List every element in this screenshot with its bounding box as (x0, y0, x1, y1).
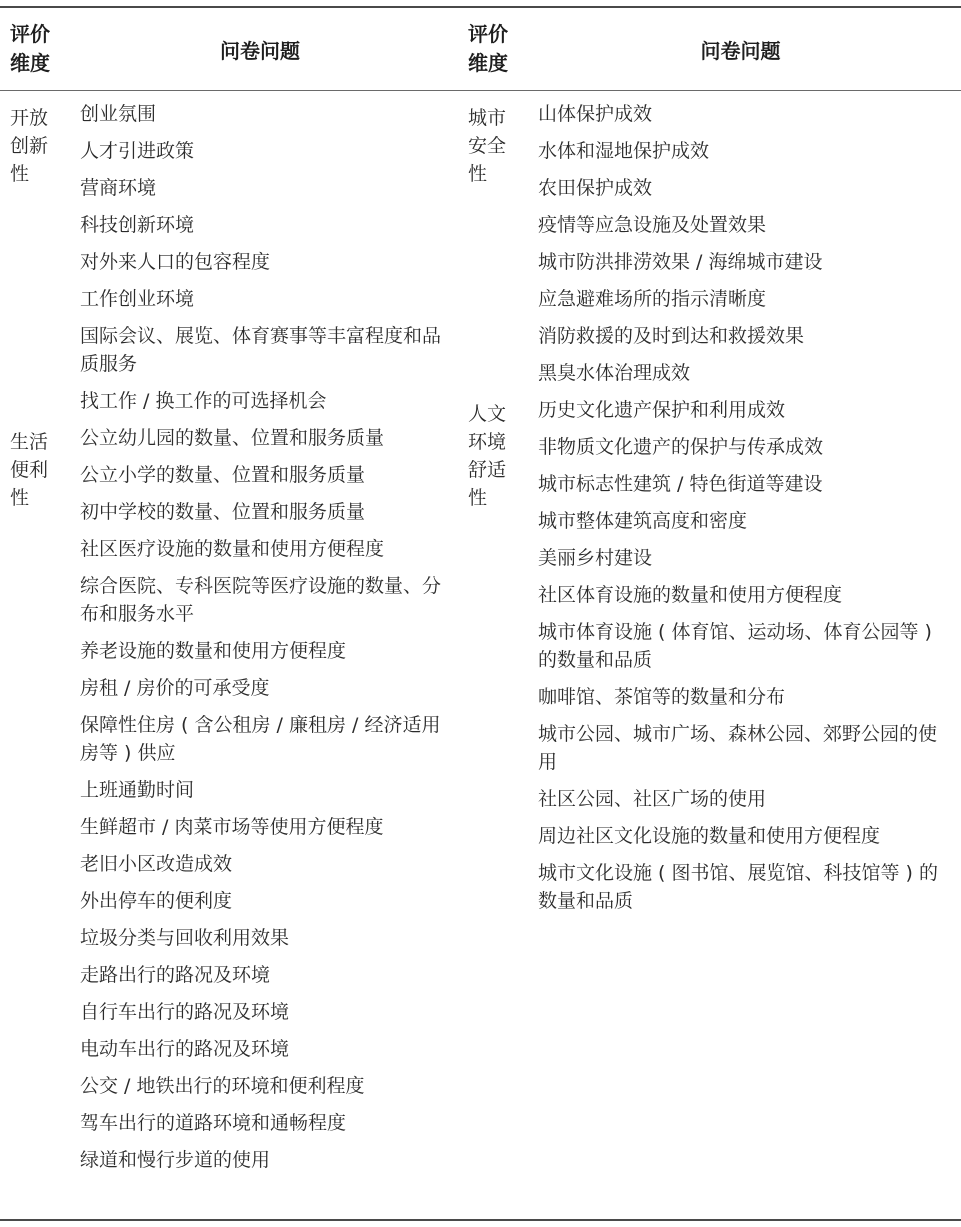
question-list (538, 100, 953, 396)
header-dimension-left: 评价 维度 (10, 22, 50, 75)
question-item: 房租 / 房价的可承受度 (80, 677, 270, 699)
dimension-label: 生活 便利 性 (10, 431, 49, 509)
question-item: 城市整体建筑高度和密度 (538, 510, 748, 532)
question-list (80, 424, 450, 1183)
question-item: 城市体育设施 ( 体育馆、运动场、体育公园等 ) 的数量和品质 (538, 621, 932, 671)
question-item: 找工作 / 换工作的可选择机会 (80, 390, 327, 412)
question-item: 应急避难场所的指示清晰度 (538, 288, 767, 310)
question-item: 外出停车的便利度 (80, 890, 233, 912)
question-item: 城市公园、城市广场、森林公园、郊野公园的使用 (538, 723, 938, 773)
dimension-group-safety (468, 100, 953, 396)
question-item: 黑臭水体治理成效 (538, 362, 691, 384)
question-item: 电动车出行的路况及环境 (80, 1038, 290, 1060)
question-item: 水体和湿地保护成效 (538, 140, 710, 162)
dimension-label: 城市 安全 性 (468, 107, 507, 185)
dimension-group-openness (10, 100, 450, 424)
question-item: 科技创新环境 (80, 214, 195, 236)
question-item: 垃圾分类与回收利用效果 (80, 927, 290, 949)
question-item: 农田保护成效 (538, 177, 653, 199)
question-item: 城市标志性建筑 / 特色街道等建设 (538, 473, 823, 495)
question-item: 咖啡馆、茶馆等的数量和分布 (538, 686, 786, 708)
question-item: 人才引进政策 (80, 140, 195, 162)
question-item: 营商环境 (80, 177, 157, 199)
dimension-label: 人文 环境 舒适 性 (468, 403, 507, 509)
question-item: 城市文化设施 ( 图书馆、展览馆、科技馆等 ) 的数量和品质 (538, 862, 938, 912)
question-item: 综合医院、专科医院等医疗设施的数量、分布和服务水平 (80, 575, 442, 625)
dimension-group-humanistic (468, 396, 953, 924)
question-list (80, 100, 450, 424)
question-item: 上班通勤时间 (80, 779, 195, 801)
question-item: 养老设施的数量和使用方便程度 (80, 640, 347, 662)
question-item: 公交 / 地铁出行的环境和便利程度 (80, 1075, 365, 1097)
question-item: 消防救援的及时到达和救援效果 (538, 325, 805, 347)
question-item: 公立小学的数量、位置和服务质量 (80, 464, 366, 486)
question-item: 疫情等应急设施及处置效果 (538, 214, 767, 236)
question-item: 城市防洪排涝效果 / 海绵城市建设 (538, 251, 823, 273)
question-list (538, 396, 953, 924)
question-item: 初中学校的数量、位置和服务质量 (80, 501, 366, 523)
question-item: 创业氛围 (80, 103, 157, 125)
header-question-left: 问卷问题 (220, 38, 300, 63)
question-item: 走路出行的路况及环境 (80, 964, 271, 986)
dimension-label: 开放 创新 性 (10, 107, 49, 185)
dimension-group-convenience (10, 424, 450, 1183)
question-item: 公立幼儿园的数量、位置和服务质量 (80, 427, 385, 449)
question-item: 生鲜超市 / 肉菜市场等使用方便程度 (80, 816, 384, 838)
question-item: 社区公园、社区广场的使用 (538, 788, 767, 810)
question-item: 美丽乡村建设 (538, 547, 653, 569)
right-column (468, 100, 953, 924)
question-item: 工作创业环境 (80, 288, 195, 310)
left-column (10, 100, 450, 1183)
question-item: 对外来人口的包容程度 (80, 251, 271, 273)
question-item: 保障性住房 ( 含公租房 / 廉租房 / 经济适用房等 ) 供应 (80, 714, 441, 764)
question-item: 社区体育设施的数量和使用方便程度 (538, 584, 843, 606)
header-dimension-right: 评价 维度 (468, 22, 508, 75)
header-divider-rule (0, 90, 961, 91)
question-item: 绿道和慢行步道的使用 (80, 1149, 271, 1171)
question-item: 周边社区文化设施的数量和使用方便程度 (538, 825, 881, 847)
question-item: 历史文化遗产保护和利用成效 (538, 399, 786, 421)
table-top-rule (0, 6, 961, 8)
question-item: 社区医疗设施的数量和使用方便程度 (80, 538, 385, 560)
question-item: 老旧小区改造成效 (80, 853, 233, 875)
question-item: 山体保护成效 (538, 103, 653, 125)
header-question-right: 问卷问题 (700, 38, 781, 63)
table-bottom-rule (0, 1219, 961, 1221)
question-item: 自行车出行的路况及环境 (80, 1001, 290, 1023)
question-item: 驾车出行的道路环境和通畅程度 (80, 1112, 347, 1134)
question-item: 非物质文化遗产的保护与传承成效 (538, 436, 824, 458)
question-item: 国际会议、展览、体育赛事等丰富程度和品质服务 (80, 325, 442, 375)
